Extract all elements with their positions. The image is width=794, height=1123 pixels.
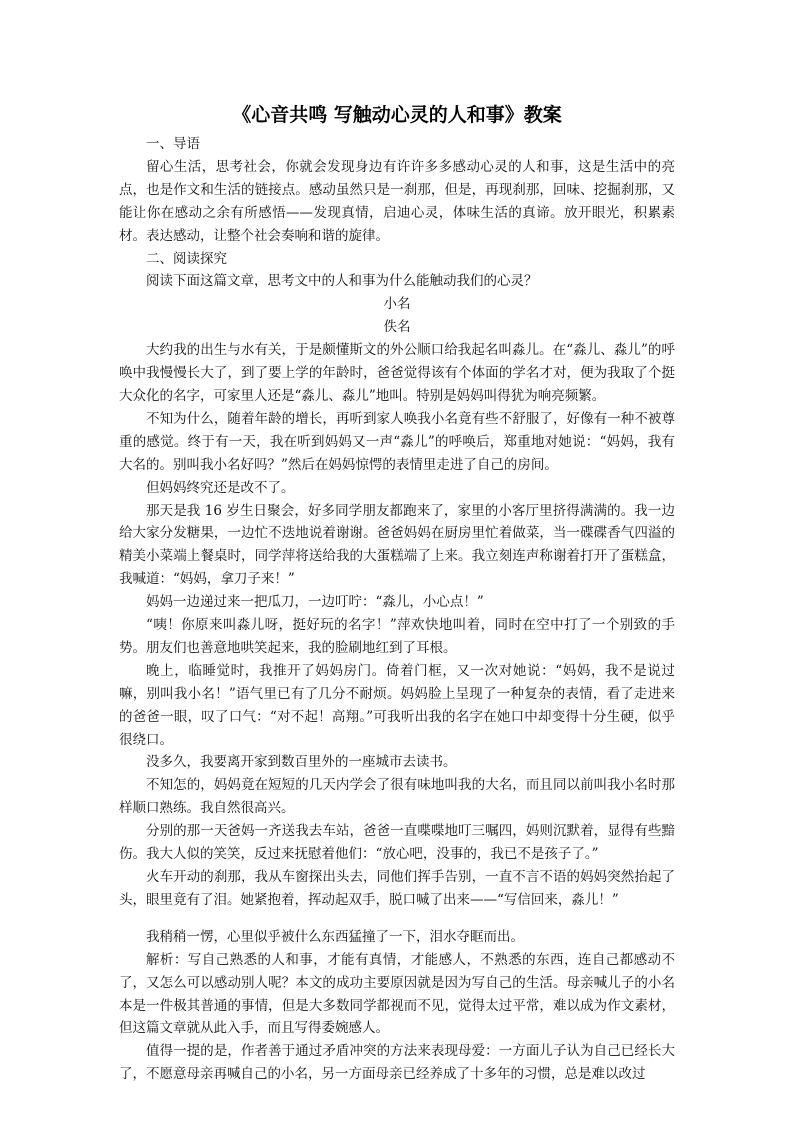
story-paragraph: 妈妈一边递过来一把瓜刀，一边叮咛：“淼儿，小心点！” bbox=[146, 594, 484, 611]
story-paragraph: 火车开动的刹那，我从车窗探出头去，同他们挥手告别，一直不言不语的妈妈突然抬起了头，眼里竟有了泪。她紧抱着，挥动起双手，脱口喊了出来——“写信回来，淼儿！” bbox=[119, 869, 675, 908]
story-paragraph: 不知为什么，随着年龄的增长，再听到家人唤我小名竟有些不舒服了，好像有一种不被尊重的感觉。终于有一天，我在听到妈妈又一声“淼儿”的呼唤后，郑重地对她说：“妈妈，我有大名的。别叫我小名好吗？”然后在妈妈惊愕的表情里走进了自己的房间。 bbox=[119, 410, 675, 473]
story-paragraph: 但妈妈终究还是改不了。 bbox=[146, 479, 295, 496]
document-page bbox=[119, 103, 675, 1086]
story-paragraph: 大约我的出生与水有关，于是颇懂斯文的外公顺口给我起名叫淼儿。在“淼儿、淼儿”的呼唤中我慢慢长大了，到了要上学的年龄时，爸爸觉得该有个体面的学名才对，便为我取了个挺大众化的名字，可家里人还是“淼儿、淼儿”地叫。特别是妈妈叫得犹为响亮频繁。 bbox=[119, 342, 675, 404]
story-paragraph: 没多久，我要离开家到数百里外的一座城市去读书。 bbox=[146, 754, 457, 771]
story-paragraph: 我稍稍一愣，心里似乎被什么东西猛撞了一下，泪水夺眶而出。 bbox=[146, 928, 524, 945]
document-title: 《心音共鸣 写触动心灵的人和事》教案 bbox=[232, 104, 562, 126]
story-paragraph: “咦！你原来叫淼儿呀，挺好玩的名字！”萍欢快地叫着，同时在空中打了一个别致的手势。朋友们也善意地哄笑起来，我的脸刷地红到了耳根。 bbox=[119, 617, 675, 656]
story-paragraph: 分别的那一天爸妈一齐送我去车站，爸爸一直喋喋地叮三嘱四，妈则沉默着，显得有些黯伤。我大人似的笑笑，反过来抚慰着他们：“放心吧，没事的，我已不是孩子了。” bbox=[119, 823, 675, 863]
story-author: 佚名 bbox=[383, 319, 411, 336]
section-heading-reading: 二、阅读探究 bbox=[146, 250, 227, 267]
story-paragraph: 不知怎的，妈妈竟在短短的几天内学会了很有味地叫我的大名，而且同以前叫我小名时那样顺口熟练。我自然很高兴。 bbox=[119, 777, 675, 817]
analysis-paragraph: 解析：写自己熟悉的人和事，才能有真情，才能感人，不熟悉的东西，连自己都感动不了，又怎么可以感动别人呢？本文的成功主要原因就是因为写自己的生活。母亲喊儿子的小名本是一件极其普通的事情，但是大多数同学都视而不见，觉得太过平常，难以成为作文素材，但这篇文章就从此入手，而且写得委婉感人。 bbox=[119, 951, 675, 1037]
reading-prompt: 阅读下面这篇文章，思考文中的人和事为什么能触动我们的心灵？ bbox=[146, 273, 538, 290]
story-paragraph: 那天是我 16 岁生日聚会，好多同学朋友都跑来了，家里的小客厅里挤得满满的。我一边给大家分发糖果，一边忙不迭地说着谢谢。爸爸妈妈在厨房里忙着做菜，当一碟碟香气四溢的精美小菜端上餐桌时，同学萍将送给我的大蛋糕端了上来。我立刻连声称谢着打开了蛋糕盒，我喊道：“妈妈，拿刀子来！” bbox=[119, 502, 675, 588]
section-heading-intro: 一、导语 bbox=[146, 136, 200, 152]
story-paragraph: 晚上，临睡觉时，我推开了妈妈房门。倚着门框，又一次对她说：“妈妈，我不是说过嘛，别叫我小名！”语气里已有了几分不耐烦。妈妈脸上呈现了一种复杂的表情，看了走进来的爸爸一眼，叹了口气：“对不起！高翔。”可我听出我的名字在她口中却变得十分生硬，似乎很绕口。 bbox=[119, 662, 675, 748]
story-title: 小名 bbox=[383, 296, 411, 313]
analysis-paragraph: 值得一提的是，作者善于通过矛盾冲突的方法来表现母爱：一方面儿子认为自己已经长大了，不愿意母亲再喊自己的小名，另一方面母亲已经养成了十多年的习惯，总是难以改过 bbox=[119, 1043, 675, 1083]
intro-paragraph: 留心生活，思考社会，你就会发现身边有许许多多感动心灵的人和事，这是生活中的亮点，也是作文和生活的链接点。感动虽然只是一刹那，但是，再现刹那，回味、挖掘刹那，又能让你在感动之余有所感悟——发现真情，启迪心灵，体味生活的真谛。放开眼光，积累素材。表达感动，让整个社会奏响和谐的旋律。 bbox=[119, 158, 675, 244]
blank-line bbox=[119, 912, 675, 926]
